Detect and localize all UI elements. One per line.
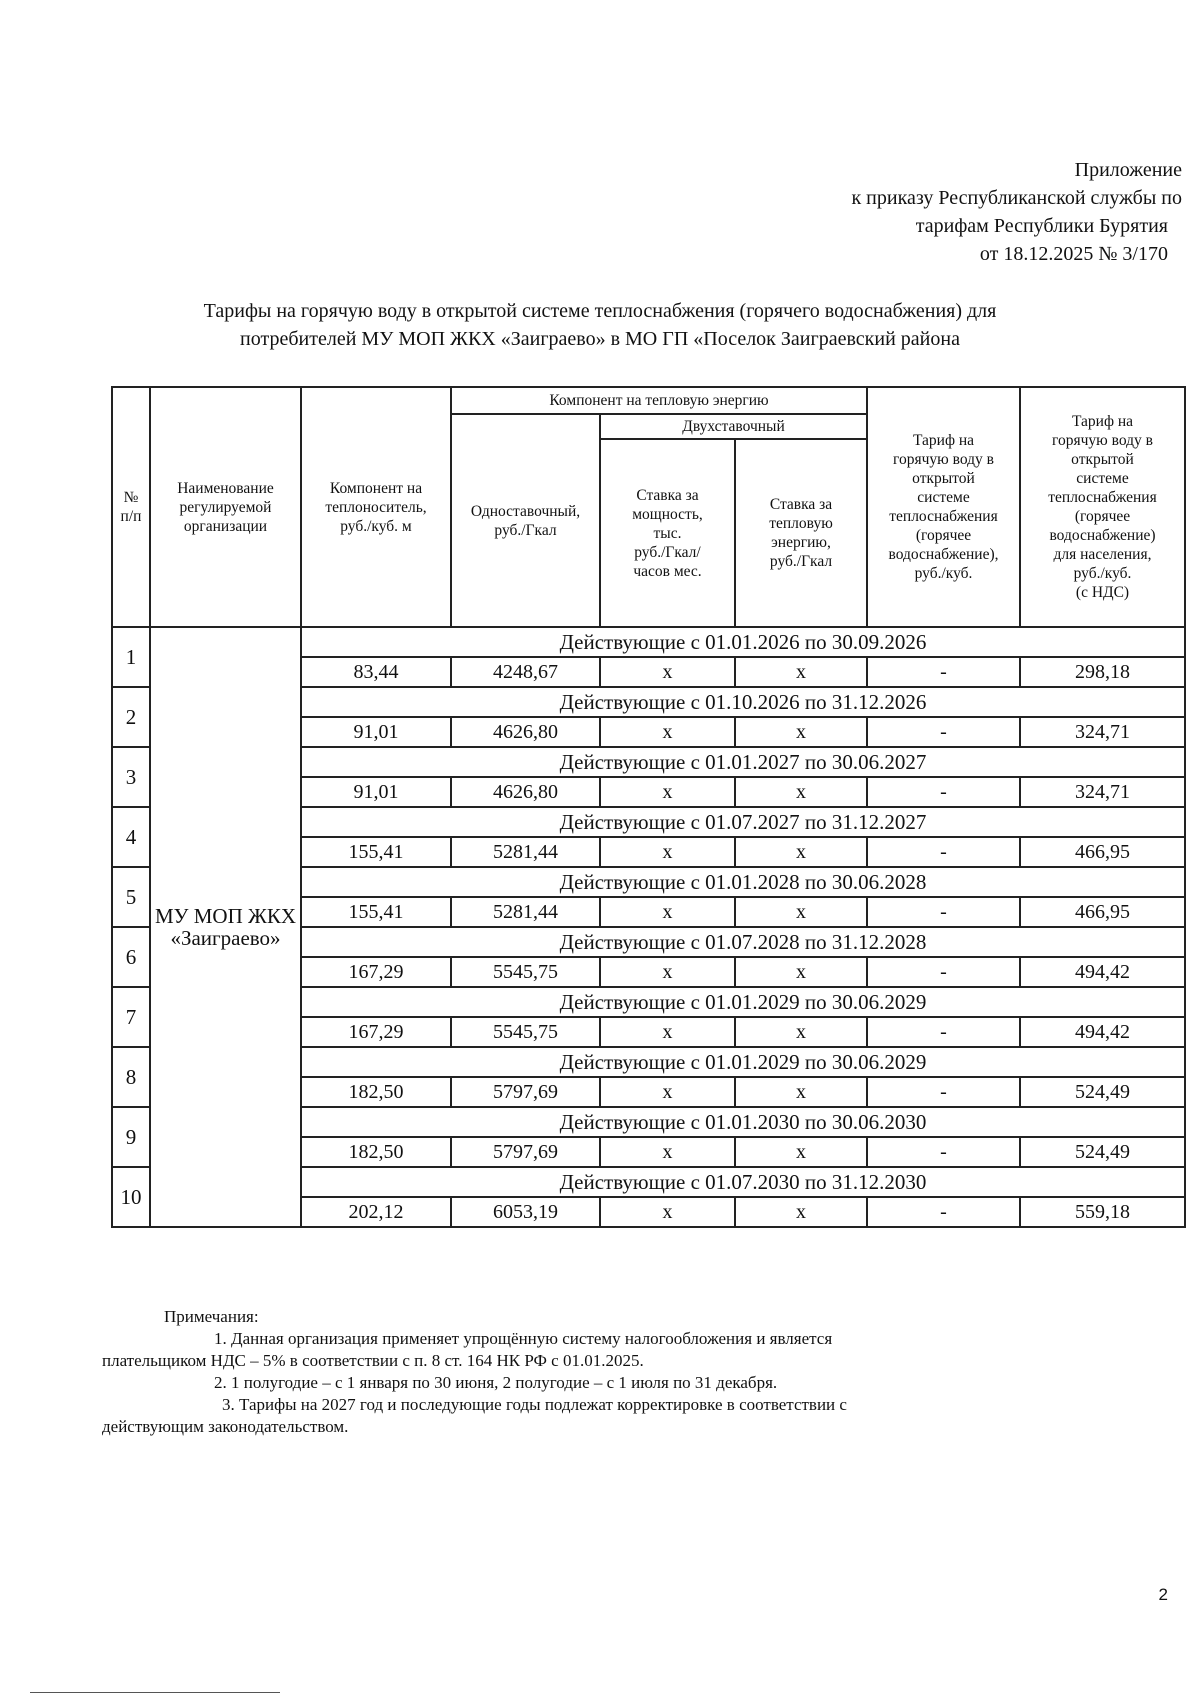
single-rate-value: 5545,75	[451, 957, 600, 987]
carrier-value: 167,29	[301, 957, 451, 987]
period-label: Действующие с 01.01.2026 по 30.09.2026	[301, 627, 1185, 657]
carrier-value: 91,01	[301, 717, 451, 747]
row-number: 9	[112, 1107, 150, 1167]
capacity-rate-value: x	[600, 897, 735, 927]
footer-rule	[30, 1692, 280, 1693]
row-number: 8	[112, 1047, 150, 1107]
appendix-line: тарифам Республики Бурятия	[915, 215, 1168, 237]
carrier-value: 202,12	[301, 1197, 451, 1227]
capacity-rate-value: x	[600, 1017, 735, 1047]
capacity-rate-value: x	[600, 717, 735, 747]
header-organization: Наименование регулируемой организации	[150, 387, 301, 627]
period-label: Действующие с 01.07.2028 по 31.12.2028	[301, 927, 1185, 957]
energy-rate-value: x	[735, 657, 867, 687]
carrier-value: 182,50	[301, 1137, 451, 1167]
single-rate-value: 4626,80	[451, 777, 600, 807]
row-number: 1	[112, 627, 150, 687]
row-number: 3	[112, 747, 150, 807]
note-3: 3. Тарифы на 2027 год и последующие годы подлежат корректировке в соответствии с	[222, 1395, 847, 1414]
carrier-value: 182,50	[301, 1077, 451, 1107]
tariff-table	[111, 386, 1186, 1228]
note-1: 1. Данная организация применяет упрощённую систему налогообложения и является	[214, 1329, 833, 1348]
population-tariff-value: 494,42	[1020, 1017, 1185, 1047]
energy-rate-value: x	[735, 837, 867, 867]
header-two-part: Двухставочный	[600, 414, 867, 439]
row-number: 10	[112, 1167, 150, 1227]
note-3-cont: действующим законодательством.	[102, 1417, 349, 1436]
row-number: 5	[112, 867, 150, 927]
tariff-value: -	[867, 1197, 1020, 1227]
period-label: Действующие с 01.01.2029 по 30.06.2029	[301, 987, 1185, 1017]
energy-rate-value: x	[735, 1137, 867, 1167]
header-energy-component: Компонент на тепловую энергию	[451, 387, 867, 414]
single-rate-value: 5797,69	[451, 1137, 600, 1167]
population-tariff-value: 466,95	[1020, 837, 1185, 867]
tariff-value: -	[867, 657, 1020, 687]
tariff-value: -	[867, 717, 1020, 747]
header-energy-rate: Ставка за тепловую энергию, руб./Гкал	[735, 439, 867, 627]
row-number: 6	[112, 927, 150, 987]
period-label: Действующие с 01.10.2026 по 31.12.2026	[301, 687, 1185, 717]
carrier-value: 155,41	[301, 837, 451, 867]
note-2: 2. 1 полугодие – с 1 января по 30 июня, 2 полугодие – с 1 июля по 31 декабря.	[214, 1373, 778, 1392]
tariff-value: -	[867, 1137, 1020, 1167]
tariff-value: -	[867, 777, 1020, 807]
energy-rate-value: x	[735, 717, 867, 747]
capacity-rate-value: x	[600, 657, 735, 687]
tariff-value: -	[867, 837, 1020, 867]
energy-rate-value: x	[735, 897, 867, 927]
period-label: Действующие с 01.01.2030 по 30.06.2030	[301, 1107, 1185, 1137]
carrier-value: 83,44	[301, 657, 451, 687]
row-number: 2	[112, 687, 150, 747]
single-rate-value: 6053,19	[451, 1197, 600, 1227]
period-label: Действующие с 01.07.2027 по 31.12.2027	[301, 807, 1185, 837]
carrier-value: 91,01	[301, 777, 451, 807]
energy-rate-value: x	[735, 1077, 867, 1107]
energy-rate-value: x	[735, 1017, 867, 1047]
capacity-rate-value: x	[600, 1077, 735, 1107]
tariff-value: -	[867, 1017, 1020, 1047]
page-number: 2	[1158, 1585, 1168, 1604]
title-line: Тарифы на горячую воду в открытой системе теплоснабжения (горячего водоснабжения) для	[203, 300, 997, 322]
note-1-cont: плательщиком НДС – 5% в соответствии с п. 8 ст. 164 НК РФ с 01.01.2025.	[102, 1351, 644, 1370]
population-tariff-value: 524,49	[1020, 1077, 1185, 1107]
single-rate-value: 4248,67	[451, 657, 600, 687]
population-tariff-value: 324,71	[1020, 717, 1185, 747]
title-line: потребителей МУ МОП ЖКХ «Заиграево» в МО ГП «Поселок Заиграевский района	[240, 328, 960, 350]
appendix-line: от 18.12.2025 № 3/170	[979, 243, 1168, 265]
header-tariff-population: Тариф на горячую воду в открытой системе теплоснабжения (горячее водоснабжение) для населения, руб./куб. (с НДС)	[1020, 387, 1185, 627]
single-rate-value: 5281,44	[451, 897, 600, 927]
tariff-value: -	[867, 1077, 1020, 1107]
population-tariff-value: 494,42	[1020, 957, 1185, 987]
energy-rate-value: x	[735, 1197, 867, 1227]
document-title	[100, 297, 1100, 353]
population-tariff-value: 559,18	[1020, 1197, 1185, 1227]
single-rate-value: 5797,69	[451, 1077, 600, 1107]
period-label: Действующие с 01.01.2028 по 30.06.2028	[301, 867, 1185, 897]
appendix-line: к приказу Республиканской службы по	[851, 187, 1182, 209]
header-carrier-component: Компонент на теплоноситель, руб./куб. м	[301, 387, 451, 627]
capacity-rate-value: x	[600, 957, 735, 987]
capacity-rate-value: x	[600, 1137, 735, 1167]
energy-rate-value: x	[735, 957, 867, 987]
header-tariff: Тариф на горячую воду в открытой системе теплоснабжения (горячее водоснабжение), руб./куб.	[867, 387, 1020, 627]
single-rate-value: 5545,75	[451, 1017, 600, 1047]
header-num: № п/п	[112, 387, 150, 627]
period-label: Действующие с 01.01.2027 по 30.06.2027	[301, 747, 1185, 777]
capacity-rate-value: x	[600, 837, 735, 867]
appendix-line: Приложение	[1074, 159, 1182, 181]
row-number: 7	[112, 987, 150, 1047]
notes-section	[102, 1306, 1102, 1438]
notes-heading: Примечания:	[164, 1307, 259, 1326]
row-number: 4	[112, 807, 150, 867]
population-tariff-value: 324,71	[1020, 777, 1185, 807]
capacity-rate-value: x	[600, 1197, 735, 1227]
energy-rate-value: x	[735, 777, 867, 807]
single-rate-value: 5281,44	[451, 837, 600, 867]
population-tariff-value: 524,49	[1020, 1137, 1185, 1167]
appendix-block	[851, 156, 1182, 268]
period-label: Действующие с 01.07.2030 по 31.12.2030	[301, 1167, 1185, 1197]
carrier-value: 167,29	[301, 1017, 451, 1047]
tariff-value: -	[867, 957, 1020, 987]
population-tariff-value: 466,95	[1020, 897, 1185, 927]
capacity-rate-value: x	[600, 777, 735, 807]
period-label: Действующие с 01.01.2029 по 30.06.2029	[301, 1047, 1185, 1077]
tariff-value: -	[867, 897, 1020, 927]
header-single-rate: Одноставочный, руб./Гкал	[451, 414, 600, 627]
organization-name: МУ МОП ЖКХ «Заиграево»	[150, 627, 301, 1227]
single-rate-value: 4626,80	[451, 717, 600, 747]
population-tariff-value: 298,18	[1020, 657, 1185, 687]
carrier-value: 155,41	[301, 897, 451, 927]
header-capacity-rate: Ставка за мощность, тыс. руб./Гкал/ часов мес.	[600, 439, 735, 627]
